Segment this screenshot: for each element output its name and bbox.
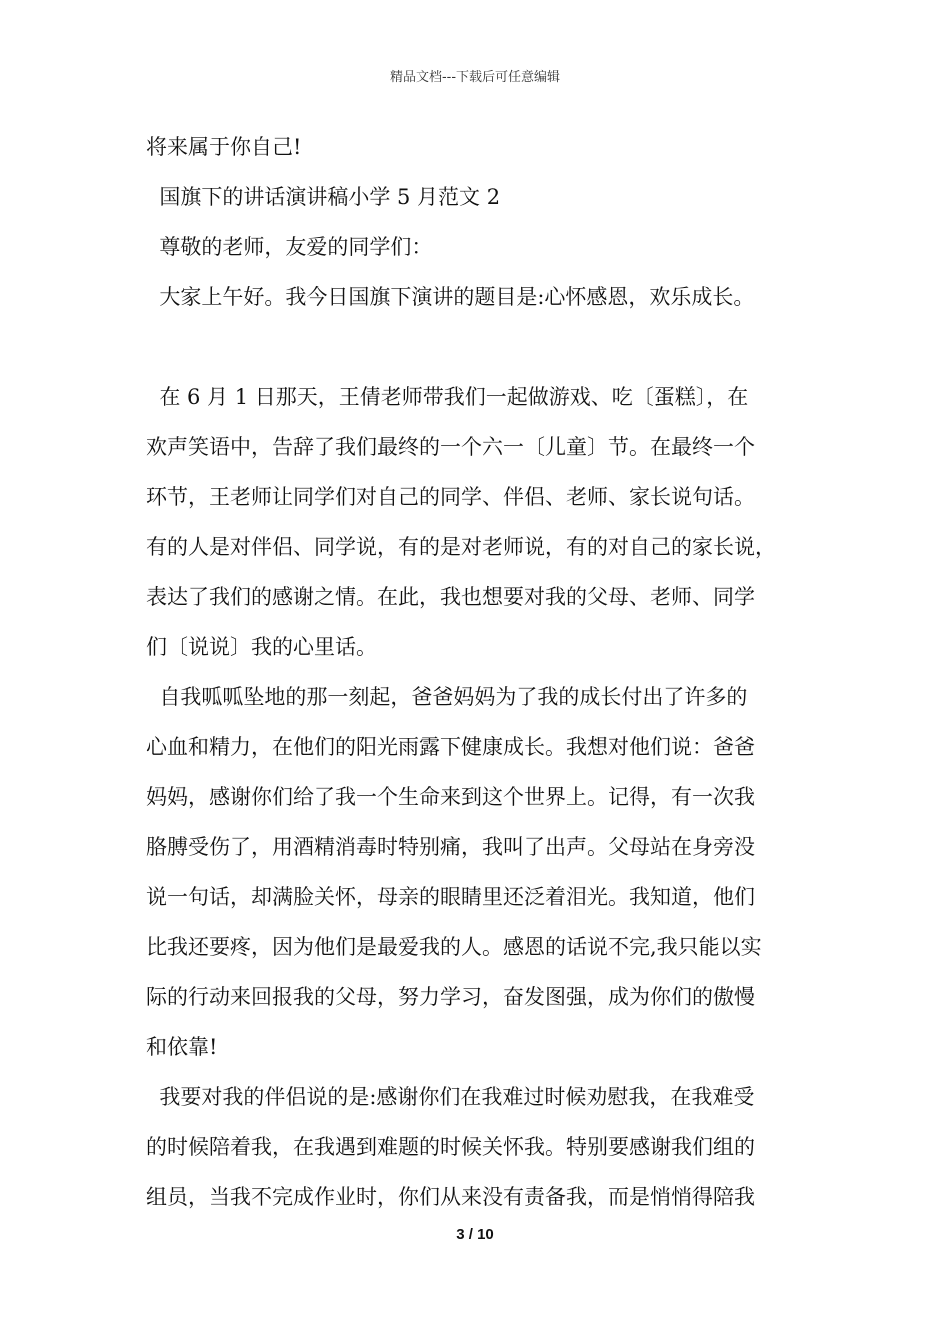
text-line: 说一句话，却满脸关怀，母亲的眼睛里还泛着泪光。我知道，他们	[146, 885, 755, 909]
text-line: 比我还要疼，因为他们是最爱我的人。感恩的话说不完,我只能以实	[146, 935, 762, 959]
text-line: 环节，王老师让同学们对自己的同学、伴侣、老师、家长说句话。	[146, 485, 755, 509]
text-line: 尊敬的老师，友爱的同学们：	[146, 235, 433, 259]
text-line: 在 6 月 1 日那天，王倩老师带我们一起做游戏、吃〔蛋糕〕，在	[146, 385, 749, 409]
text-line: 有的人是对伴侣、同学说，有的是对老师说，有的对自己的家长说，	[146, 535, 776, 559]
text-line: 欢声笑语中，告辞了我们最终的一个六一〔儿童〕节。在最终一个	[146, 435, 755, 459]
page-header: 精品文档---下载后可任意编辑	[389, 70, 561, 85]
section-title: 国旗下的讲话演讲稿小学 5 月范文 2	[146, 185, 501, 209]
text-line: 际的行动来回报我的父母，努力学习，奋发图强，成为你们的傲慢	[146, 985, 755, 1009]
text-line: 组员，当我不完成作业时，你们从来没有责备我，而是悄悄得陪我	[146, 1185, 755, 1209]
text-line: 们〔说说〕我的心里话。	[146, 635, 377, 659]
text-line: 大家上午好。我今日国旗下演讲的题目是:心怀感恩，欢乐成长。	[146, 285, 755, 309]
text-line: 自我呱呱坠地的那一刻起，爸爸妈妈为了我的成长付出了许多的	[146, 685, 748, 709]
text-line: 我要对我的伴侣说的是:感谢你们在我难过时候劝慰我，在我难受	[146, 1085, 755, 1109]
text-line: 和依靠!	[146, 1035, 218, 1059]
page-number: 3 / 10	[456, 1226, 494, 1243]
text-line: 胳膊受伤了，用酒精消毒时特别痛，我叫了出声。父母站在身旁没	[146, 835, 755, 859]
text-line: 的时候陪着我，在我遇到难题的时候关怀我。特别要感谢我们组的	[146, 1135, 755, 1159]
text-line: 心血和精力，在他们的阳光雨露下健康成长。我想对他们说：爸爸	[146, 735, 755, 759]
text-line: 妈妈，感谢你们给了我一个生命来到这个世界上。记得，有一次我	[146, 785, 755, 809]
text-line: 将来属于你自己!	[146, 135, 302, 159]
text-line: 表达了我们的感谢之情。在此，我也想要对我的父母、老师、同学	[146, 585, 755, 609]
